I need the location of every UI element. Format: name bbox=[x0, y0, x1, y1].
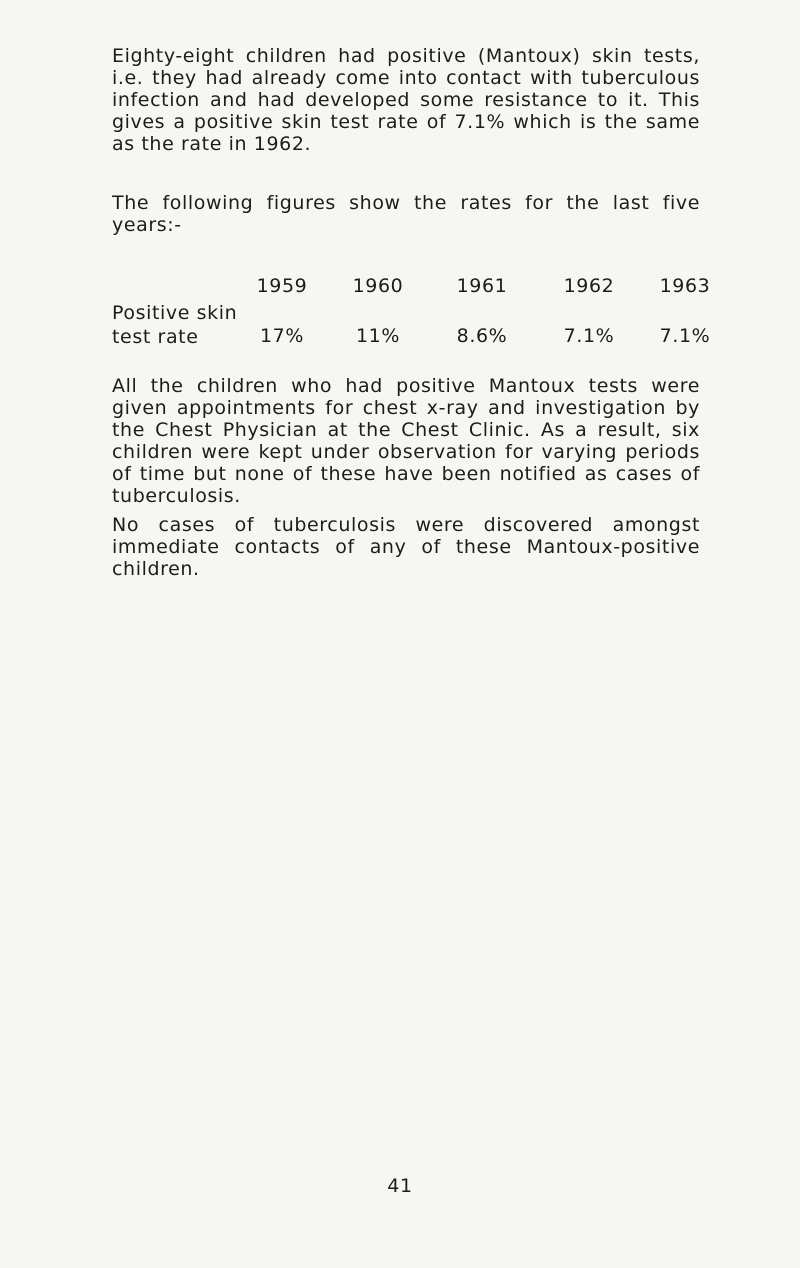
paragraph-rates-intro: The following figures show the rates for the last five years:- bbox=[112, 192, 700, 236]
year-header-1959: 1959 bbox=[256, 275, 308, 297]
rate-value-1960: 11% bbox=[355, 325, 401, 347]
rate-value-1959: 17% bbox=[259, 325, 305, 347]
paragraph-mantoux-results: Eighty-eight children had positive (Mantoux) skin tests, i.e. they had already come into contact with tuberculous infection and had developed some resistance to it. This gives a positive skin test rate of 7.1% which is the same as the rate in 1962. bbox=[112, 45, 700, 155]
rate-value-1962: 7.1% bbox=[563, 325, 615, 347]
paragraph-chest-clinic-follow-up: All the children who had positive Mantoux tests were given appointments for chest x-ray and investigation by the Chest Physician at the Chest Clinic. As a result, six children were kept under observation for varying periods of time but none of these have been notified as cases of tuberculosis. bbox=[112, 375, 700, 507]
year-header-1961: 1961 bbox=[456, 275, 508, 297]
year-header-1960: 1960 bbox=[352, 275, 404, 297]
rate-value-1961: 8.6% bbox=[456, 325, 508, 347]
positive-skin-test-rate-table bbox=[112, 275, 712, 355]
rate-value-1963: 7.1% bbox=[659, 325, 711, 347]
year-header-1963: 1963 bbox=[659, 275, 711, 297]
page-number: 41 bbox=[387, 1175, 413, 1197]
paragraph-contacts: No cases of tuberculosis were discovered amongst immediate contacts of any of these Mantoux-positive children. bbox=[112, 514, 700, 580]
year-header-1962: 1962 bbox=[563, 275, 615, 297]
row-label-line-2: test rate bbox=[112, 326, 199, 348]
row-label-line-1: Positive skin bbox=[112, 302, 238, 324]
